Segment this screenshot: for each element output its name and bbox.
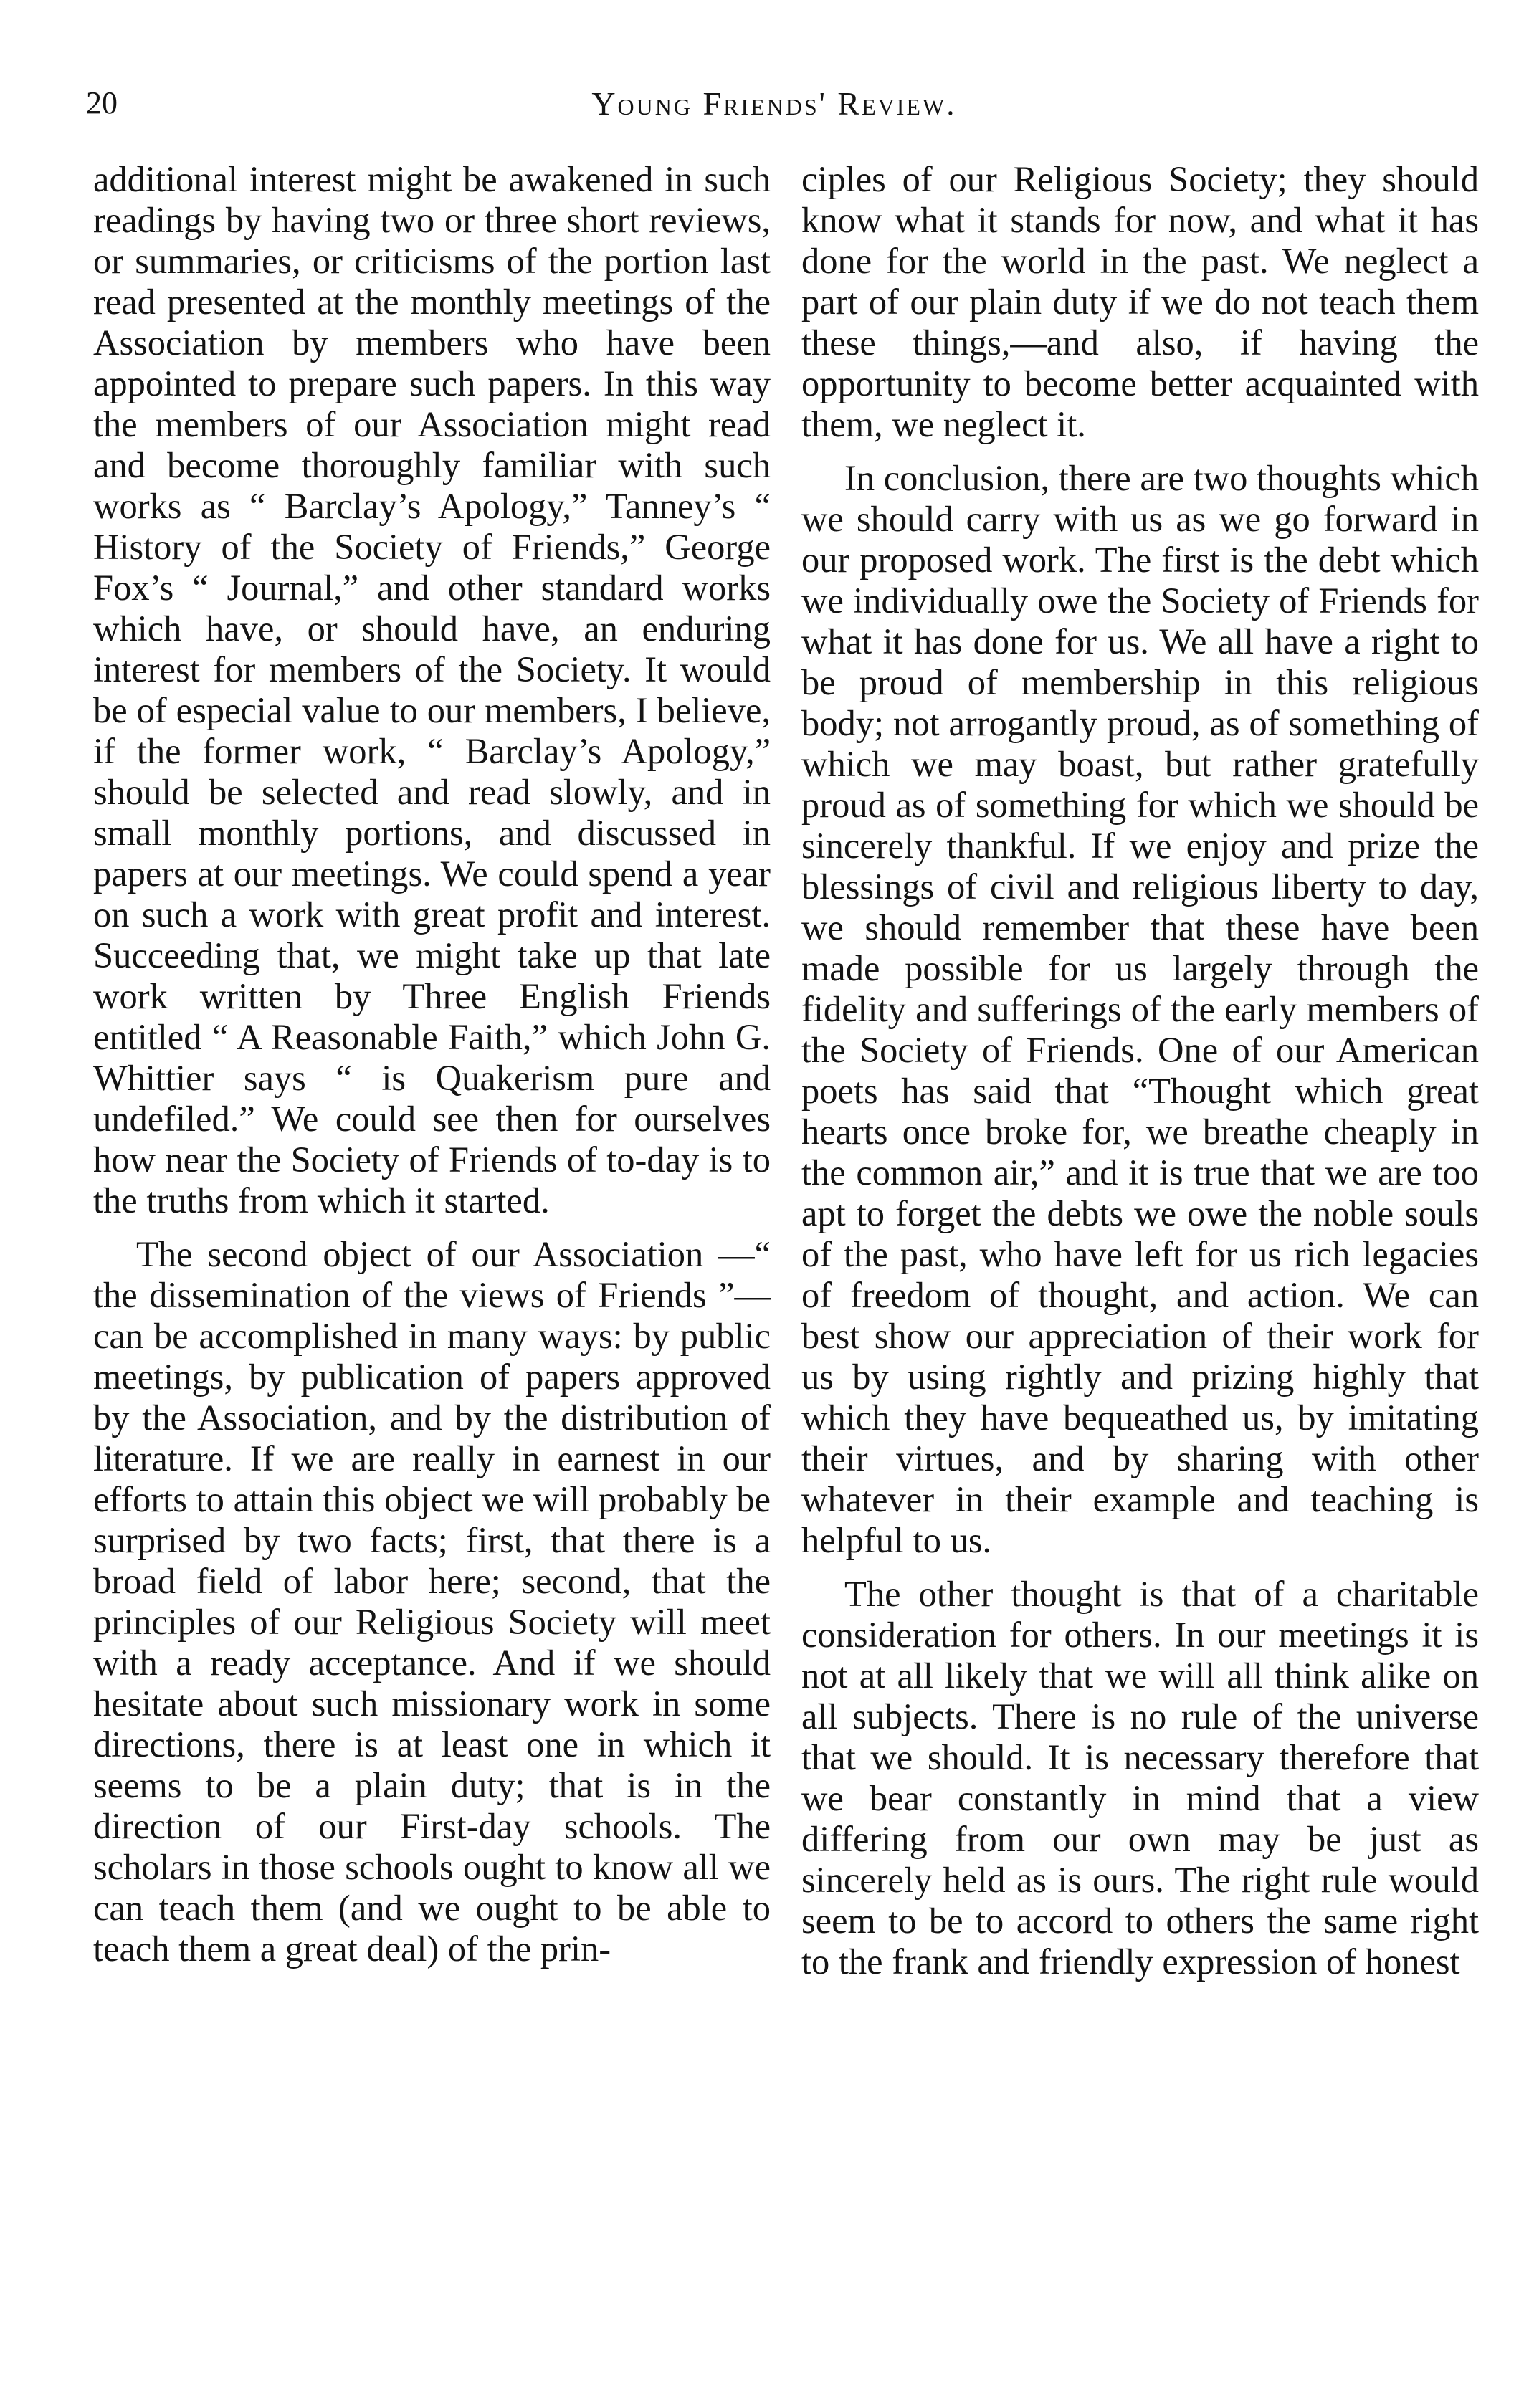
right-column (801, 159, 1479, 1982)
body-paragraph: ciples of our Religious Society; they should know what it stands for now, and what it has done for the world in the past. We neglect a part of our plain duty if we do not teach them these things,—and also, if having the opportunity to become better acquainted with them, we neglect it. (801, 159, 1479, 444)
body-paragraph: In conclusion, there are two thoughts which we should carry with us as we go forward in our proposed work. The first is the debt which we individually owe the Society of Friends for what it has done for us. We all have a right to be proud of membership in this religious body; not arrogantly proud, as of something of which we may boast, but rather gratefully proud as of something for which we should be sincerely thankful. If we enjoy and prize the blessings of civil and religious liberty to day, we should remember that these have been made possible for us largely through the fidelity and sufferings of the early members of the Society of Friends. One of our American poets has said that “Thought which great hearts once broke for, we breathe cheaply in the common air,” and it is true that we are too apt to forget the debts we owe the noble souls of the past, who have left for us rich legacies of freedom of thought, and action. We can best show our appreciation of their work for us by using rightly and prizing highly that which they have bequeathed us, by imitating their virtues, and by sharing with other whatever in their example and teaching is helpful to us. (801, 458, 1479, 1560)
page-header (86, 85, 1462, 142)
body-paragraph: additional interest might be awakened in such readings by having two or three short reviews, or summaries, or criticisms of the portion last read presented at the monthly meetings of the Association by members who have been appointed to prepare such papers. In this way the members of our Association might read and become thoroughly familiar with such works as “ Barclay’s Apology,” Tanney’s “ History of the Society of Friends,” George Fox’s “ Journal,” and other standard works which have, or should have, an enduring interest for members of the Society. It would be of especial value to our members, I believe, if the former work, “ Barclay’s Apology,” should be selected and read slowly, and in small monthly portions, and discussed in papers at our meetings. We could spend a year on such a work with great profit and interest. Succeeding that, we might take up that late work written by Three English Friends entitled “ A Reasonable Faith,” which John G. Whittier says “ is Quakerism pure and undefiled.” We could see then for ourselves how near the Society of Friends of to-day is to the truths from which it started. (93, 159, 771, 1220)
left-column (93, 159, 771, 1969)
page-number: 20 (86, 85, 118, 120)
body-paragraph: The second object of our Association —“ the dissemination of the views of Friends ”—can be accomplished in many ways: by public meetings, by publication of papers approved by the Association, and by the distribution of literature. If we are really in earnest in our efforts to attain this object we will probably be surprised by two facts; first, that there is a broad field of labor here; second, that the principles of our Religious Society will meet with a ready acceptance. And if we should hesitate about such missionary work in some directions, there is at least one in which it seems to be a plain duty; that is in the direction of our First-day schools. The scholars in those schools ought to know all we can teach them (and we ought to be able to teach them a great deal) of the prin- (93, 1234, 771, 1969)
running-title: Young Friends' Review. (591, 85, 957, 122)
body-paragraph: The other thought is that of a charitable consideration for others. In our meetings it is not at all likely that we will all think alike on all subjects. There is no rule of the universe that we should. It is necessary therefore that we bear constantly in mind that a view differing from our own may be just as sincerely held as is ours. The right rule would seem to be to accord to others the same right to the frank and friendly expression of honest (801, 1574, 1479, 1982)
